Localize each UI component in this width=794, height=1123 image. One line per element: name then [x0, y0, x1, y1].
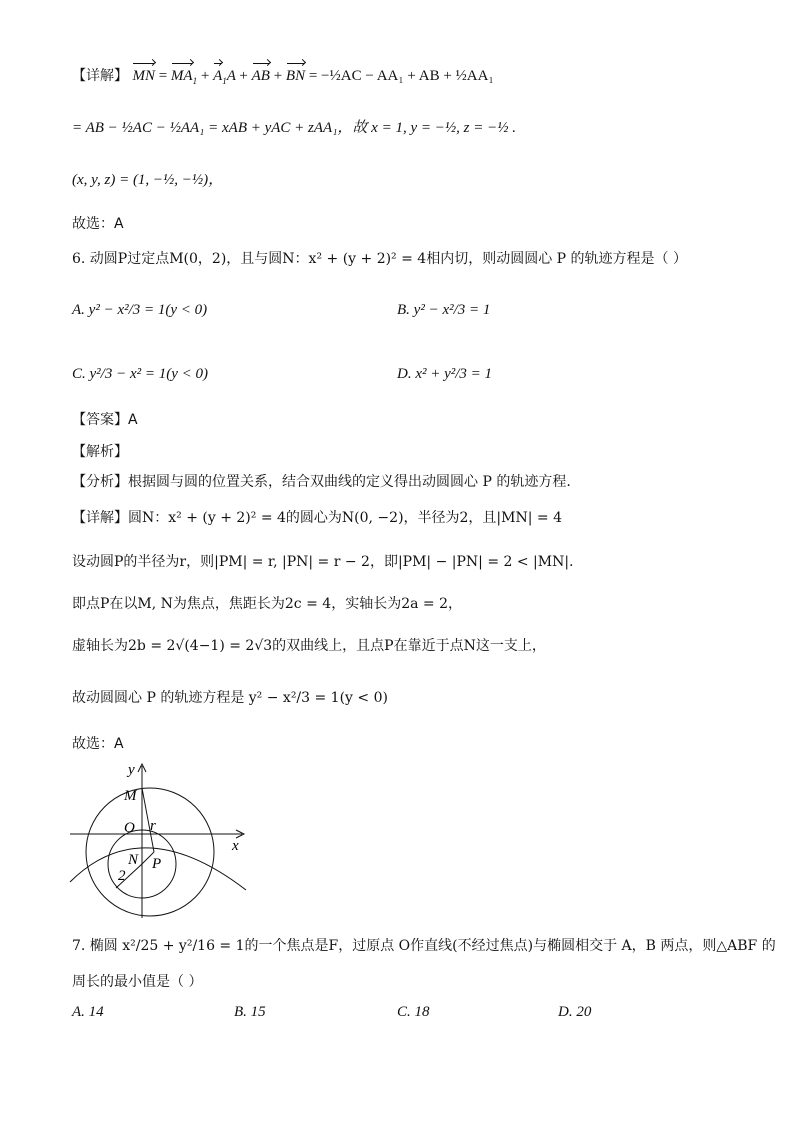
vec-mn: MN: [132, 68, 155, 84]
q6-option-b: B. y² − x²/3 = 1: [397, 302, 491, 318]
label-r: r: [150, 818, 156, 834]
radius-text: 设动圆P的半径为r，则|PM| = r, |PN| = r − 2，即|PM| − |PN| = 2 < |MN|.: [72, 554, 574, 570]
q7-option-b: B. 15: [234, 1004, 266, 1020]
q7-stem-line2: 周长的最小值是（ ）: [72, 974, 203, 990]
q7-stem-line1: 7. 椭圆 x²/25 + y²/16 = 1的一个焦点是F，过原点 O作直线(不经过焦点)与椭圆相交于 A，B 两点，则△ABF 的: [72, 938, 776, 954]
focus-text: 即点P在以M, N为焦点，焦距长为2c = 4，实轴长为2a = 2，: [72, 596, 462, 612]
circle-hyperbola-figure: [66, 760, 256, 920]
choose-answer-2: 故选：A: [72, 736, 124, 752]
q6-stem: 6. 动圆P过定点M(0，2)，且与圆N：x² + (y + 2)² = 4相内切，则动圆圆心 P 的轨迹方程是（ ）: [72, 251, 687, 267]
q6-option-c: C. y²/3 − x² = 1(y < 0): [72, 366, 208, 382]
label-x: x: [232, 838, 239, 854]
label-two: 2: [118, 868, 126, 884]
vec-a1a: A: [213, 68, 223, 84]
label-m: M: [124, 788, 137, 804]
label-y: y: [128, 762, 135, 778]
q7-option-c: C. 18: [397, 1004, 430, 1020]
eq1-rhs: = −½AC − AA₁ + AB + ½AA₁: [308, 68, 494, 84]
answer-label: 【答案】A: [72, 412, 138, 428]
vec-ab: AB: [251, 68, 270, 84]
detail-eq1: [72, 66, 494, 91]
analysis-label: 【解析】: [72, 444, 128, 460]
q6-option-a: A. y² − x²/3 = 1(y < 0): [72, 302, 208, 318]
axis-text: 虚轴长为2b = 2√(4−1) = 2√3的双曲线上，且点P在靠近于点N这一支上，: [72, 638, 546, 654]
label-n: N: [128, 852, 139, 868]
detail-eq2: = AB − ½AC − ½AA₁ = xAB + yAC + zAA₁，故 x = 1, y = −½, z = −½ .: [72, 120, 516, 136]
analysis-text: 【分析】根据圆与圆的位置关系，结合双曲线的定义得出动圆圆心 P 的轨迹方程.: [72, 474, 571, 490]
q7-option-a: A. 14: [72, 1004, 104, 1020]
vec-bn: BN: [285, 68, 306, 84]
conclude-text: 故动圆圆心 P 的轨迹方程是 y² − x²/3 = 1(y < 0): [72, 690, 388, 706]
q7-option-d: D. 20: [558, 1004, 592, 1020]
label-p: P: [152, 856, 162, 872]
eq1-expression: MN = $MA_1 + A_1A$ + AB + BN = −½AC − AA₁ + AB + ½AA₁: [132, 68, 494, 86]
detail-eq3: (x, y, z) = (1, −½, −½)，: [72, 172, 224, 188]
detail2-text: 【详解】圆N：x² + (y + 2)² = 4的圆心为N(0, −2)，半径为2，且|MN| = 4: [72, 510, 562, 526]
choose-answer-1: 故选：A: [72, 216, 124, 232]
vec-ma1: MA: [170, 68, 193, 84]
detail-label: 【详解】: [72, 68, 128, 84]
q6-option-d: D. x² + y²/3 = 1: [397, 366, 493, 382]
label-o: O: [124, 820, 135, 836]
